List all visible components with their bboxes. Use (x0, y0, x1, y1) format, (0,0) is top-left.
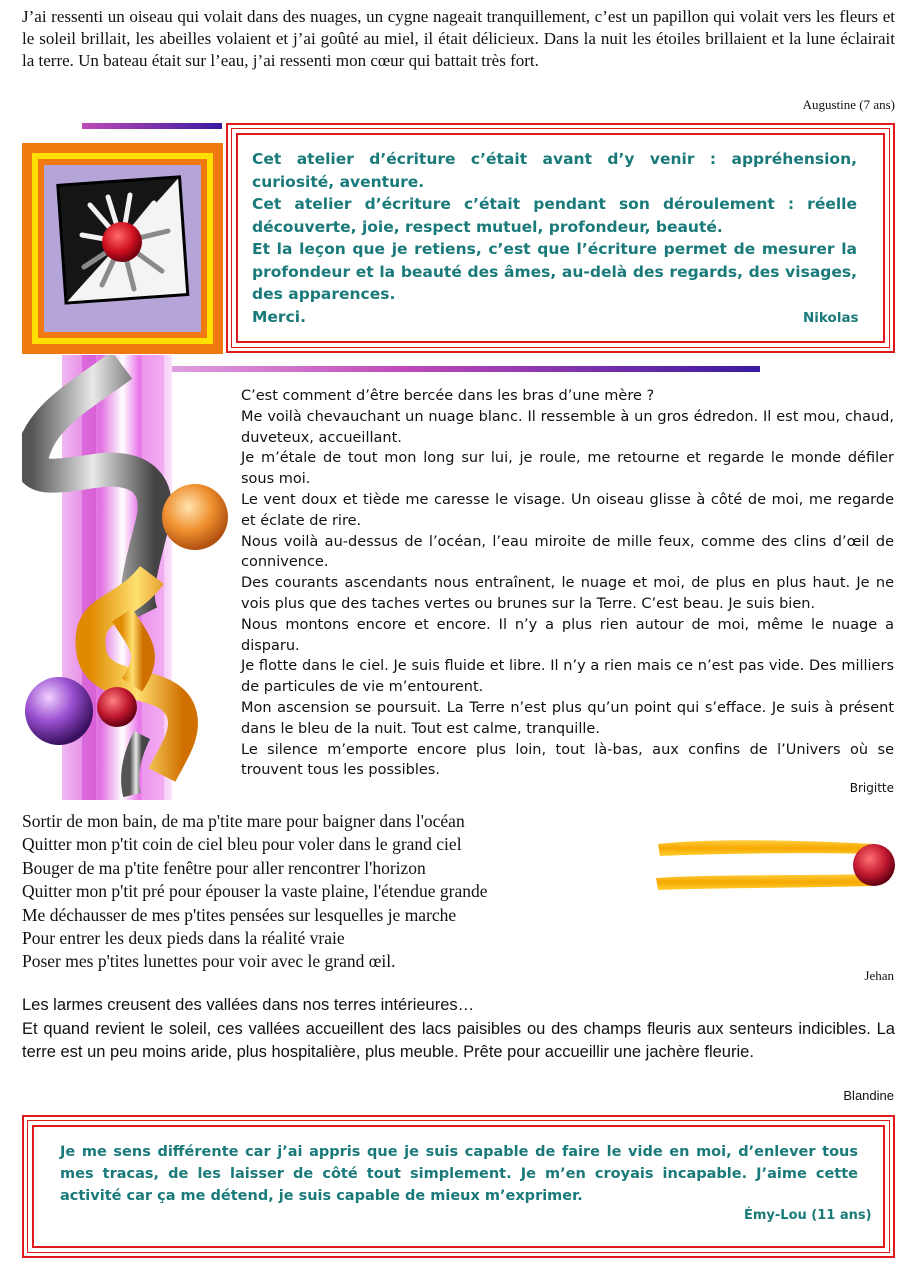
augustine-paragraph: J’ai ressenti un oiseau qui volait dans des nuages, un cygne nageait tranquillement, c’est un papillon qui volait vers les fleurs et le soleil brillait, les abeilles volaient et j’ai goûté au miel, il était délicieux. Dans la nuit les étoiles brillaient et la lune éclairait la terre. Un bateau était sur l’eau, j’ai ressenti mon cœur qui battait très fort. (22, 7, 895, 70)
poem-line: Sortir de mon bain, de ma p'tite mare pour baigner dans l'océan (22, 811, 465, 831)
jehan-poem (22, 810, 488, 974)
nikolas-text (252, 148, 857, 328)
golden-strokes-artwork (652, 832, 898, 898)
sun-artwork (22, 143, 223, 354)
poem-line: Bouger de ma p'tite fenêtre pour aller rencontrer l'horizon (22, 857, 426, 878)
emy-lou-signature: Émy-Lou (11 ans) (744, 1208, 872, 1223)
brigitte-paragraph: Mon ascension se poursuit. La Terre n’est plus qu’un point qui s’efface. Je suis à présent dans le bleu de la nuit. Tout est calme, tranquille. (241, 699, 894, 737)
brigitte-paragraph: Des courants ascendants nous entraînent, le nuage et moi, de plus en plus haut. Je ne vois plus que des taches vertes ou brunes sur la Terre. C’est beau. Je suis bien. (241, 575, 894, 612)
poem-line: Quitter mon p'tit pré pour épouser la vaste plaine, l'étendue grande (22, 881, 488, 902)
brigitte-paragraph: Nous voilà au-dessus de l’océan, l’eau miroite de mille feux, comme des clins d’œil de connivence. (241, 533, 894, 571)
brigitte-paragraph: Je m’étale de tout mon long sur lui, je roule, me retourne et regarde le monde défiler sous moi. (241, 450, 894, 488)
brigitte-paragraph: Nous montons encore et encore. Il n’y a plus rien autour de moi, même le nuage a disparu. (241, 616, 894, 654)
nikolas-line-4: Merci. (252, 307, 306, 326)
poem-line: Me déchausser de mes p'tites pensées sur lesquelles je marche (22, 904, 457, 925)
brigitte-text (241, 386, 894, 781)
brigitte-paragraph: Je flotte dans le ciel. Je suis fluide et libre. Il n’y a rien mais ce n’est pas vide. Des milliers de particules de vie m’entourent. (241, 658, 894, 696)
blandine-line-2: Et quand revient le soleil, ces vallées accueillent des lacs paisibles ou des champs fleuris aux senteurs indicibles. La terre est un peu moins aride, plus hospitalière, plus meuble. Prête pour accueillir une jachère fleurie. (22, 1019, 895, 1061)
augustine-signature: Augustine (7 ans) (802, 97, 895, 112)
emy-lou-text: Je me sens différente car j’ai appris que je suis capable de faire le vide en moi, d’enlever tous mes tracas, de les laisser de côté tout simplement. Je m’en croyais incapable. J’aime cette activité car ça me détend, je suis capable de mieux m’exprimer. (60, 1144, 858, 1204)
top-gradient-bar (82, 123, 222, 129)
blandine-line-1: Les larmes creusent des vallées dans nos terres intérieures… (22, 996, 475, 1014)
nikolas-line-1: Cet atelier d’écriture c’était avant d’y venir : appréhension, curiosité, aventure. (252, 150, 857, 191)
ribbon-artwork (22, 355, 232, 800)
brigitte-paragraph: Me voilà chevauchant un nuage blanc. Il ressemble à un gros édredon. Il est mou, chaud, duveteux, accueillant. (241, 408, 894, 446)
brigitte-paragraph: Le silence m’emporte encore plus loin, tout là-bas, aux confins de l’Univers où se trouvent tous les possibles. (241, 741, 894, 779)
brigitte-paragraph: C’est comment d’être bercée dans les bras d’une mère ? (241, 388, 655, 404)
nikolas-signature: Nikolas (803, 310, 859, 326)
jehan-signature: Jehan (864, 968, 894, 983)
poem-line: Quitter mon p'tit coin de ciel bleu pour voler dans le grand ciel (22, 834, 462, 855)
nikolas-line-2: Cet atelier d’écriture c’était pendant son déroulement : réelle découverte, joie, respect mutuel, profondeur, beauté. (252, 195, 857, 236)
blandine-signature: Blandine (843, 1088, 894, 1103)
middle-gradient-bar (165, 366, 760, 372)
poem-line: Poser mes p'tites lunettes pour voir avec le grand œil. (22, 951, 396, 972)
poem-line: Pour entrer les deux pieds dans la réalité vraie (22, 928, 345, 949)
brigitte-signature: Brigitte (849, 781, 894, 795)
blandine-text (22, 994, 895, 1065)
nikolas-line-3: Et la leçon que je retiens, c’est que l’écriture permet de mesurer la profondeur et la beauté des âmes, au-delà des regards, des visages, des apparences. (252, 240, 857, 303)
brigitte-paragraph: Le vent doux et tiède me caresse le visage. Un oiseau glisse à côté de moi, me regarde et éclate de rire. (241, 491, 894, 529)
